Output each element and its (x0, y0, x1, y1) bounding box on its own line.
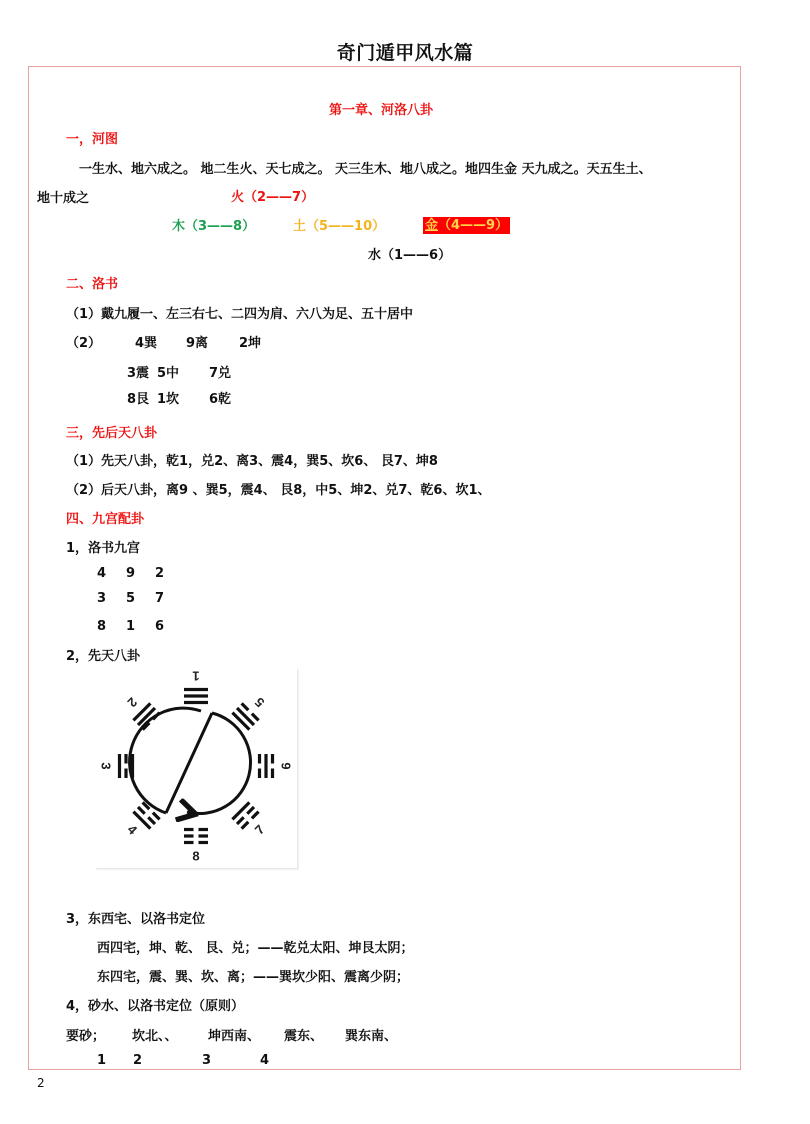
yang-line (131, 754, 134, 778)
document-title: 奇门遁甲风水篇 (336, 42, 474, 64)
element-metal-char: 金 (425, 218, 439, 233)
yin-line (271, 769, 274, 779)
sub-heading-dongxi-zhai: 3，东西宅、以洛书定位 (66, 912, 206, 927)
sub-heading-xiantian-bagua: 2，先天八卦 (66, 649, 141, 664)
xiantian-bagua-line: （1）先天八卦，乾1，兑2、离3、震4，巽5、坎6、 艮7、坤8 (66, 454, 438, 469)
trigram-bottom (184, 828, 208, 844)
yin-line (184, 834, 194, 837)
yang-line (184, 701, 208, 704)
yin-line (251, 810, 260, 819)
sub-heading-luoshu-jiugong: 1，洛书九宫 (66, 541, 141, 556)
yin-line (152, 812, 161, 821)
element-water: 水（1——6） (368, 248, 452, 263)
jiugong-cell: 6 (155, 619, 165, 634)
yin-line (236, 816, 245, 825)
luoshu-grid-cell: 6乾 (209, 392, 232, 407)
yang-line (184, 694, 208, 697)
houtian-bagua-line: （2）后天八卦，离9 、巽5，震4、 艮8，中5、坤2、兑7、乾6、坎1、 (66, 483, 491, 498)
yin-line (124, 769, 127, 779)
yin-line (184, 828, 194, 831)
section-heading-luoshu: 二、洛书 (66, 277, 119, 292)
trigram-number-label: 8 (192, 848, 200, 864)
jiugong-cell: 8 (97, 619, 107, 634)
jiugong-cell: 1 (126, 619, 136, 634)
yin-line (251, 713, 260, 722)
trigram-number-label: 6 (278, 762, 294, 770)
yang-line (264, 754, 267, 778)
luoshu-grid-cell: 1坎 (157, 392, 180, 407)
yaosha-number: 2 (133, 1053, 143, 1068)
yaosha-item: 震东、 (284, 1029, 324, 1044)
yaosha-label: 要砂； (66, 1029, 106, 1044)
luoshu-grid-cell: 7兑 (209, 366, 232, 381)
jiugong-cell: 2 (155, 566, 165, 581)
luoshu-grid-cell: 2坤 (239, 336, 262, 351)
element-wood: 木（3——8） (172, 219, 256, 234)
trigram-right (258, 754, 274, 778)
luoshu-grid-cell: 9离 (186, 336, 209, 351)
section-heading-jiugong: 四、九宫配卦 (66, 512, 145, 527)
yin-line (258, 754, 261, 764)
yin-line (246, 806, 255, 815)
yaosha-number: 3 (202, 1053, 212, 1068)
element-fire: 火（2——7） (231, 190, 315, 205)
trigram-number-label: 7 (251, 821, 268, 838)
chapter-heading: 第一章、河洛八卦 (328, 103, 433, 118)
luoshu-item1: （1）戴九履一、左三右七、二四为肩、六八为足、五十居中 (66, 307, 414, 322)
bagua-diagram-svg (95, 668, 297, 868)
yin-line (271, 754, 274, 764)
section-heading-hetu: 一，河图 (66, 132, 119, 147)
jiugong-row (97, 591, 184, 606)
element-metal (423, 214, 510, 233)
yaosha-number: 4 (260, 1053, 270, 1068)
yin-line (240, 702, 249, 711)
luoshu-grid-cell: 5中 (157, 366, 180, 381)
yin-line (258, 769, 261, 779)
jiugong-cell: 3 (97, 591, 107, 606)
yang-line (236, 707, 255, 726)
trigram-layer (99, 669, 294, 864)
yang-line (184, 688, 208, 691)
yaosha-number: 1 (97, 1053, 107, 1068)
xiantian-bagua-diagram (95, 668, 297, 868)
trigram-number-label: 4 (124, 821, 141, 838)
trigram-number-label: 1 (192, 668, 200, 684)
jiugong-row (97, 619, 184, 634)
bagua-right-arc (187, 713, 251, 814)
jiugong-cell: 9 (126, 566, 136, 581)
yang-line (118, 754, 121, 778)
yin-line (240, 821, 249, 830)
yin-line (147, 816, 156, 825)
jiugong-cell: 5 (126, 591, 136, 606)
jiugong-cell: 4 (97, 566, 107, 581)
hetu-paragraph-line1: 一生水、地六成之。 地二生火、天七成之。 天三生木、地八成之。地四生金 天九成之。天五生土、 (79, 162, 652, 177)
yaosha-item: 坎北、、 (132, 1029, 178, 1044)
luoshu-grid-cell: 4巽 (135, 336, 158, 351)
element-metal-numbers: （4——9） (438, 218, 509, 233)
yin-line (184, 841, 194, 844)
bagua-diagonal (166, 713, 212, 813)
element-earth: 土（5——10） (293, 219, 386, 234)
jiugong-row (97, 566, 184, 581)
yang-line (231, 711, 250, 730)
trigram-number-label: 5 (251, 694, 268, 711)
jiugong-cell: 7 (155, 591, 165, 606)
dongsi-zhai-line: 东四宅，震、巽、坎、离；——巽坎少阳、震离少阴； (97, 970, 410, 985)
hetu-paragraph-line2: 地十成之 (37, 191, 90, 206)
yin-line (199, 841, 209, 844)
yin-line (199, 834, 209, 837)
trigram-top (184, 688, 208, 704)
luoshu-item2-label: （2） (66, 336, 102, 351)
luoshu-grid-cell: 8艮 (127, 392, 150, 407)
yin-line (137, 806, 146, 815)
yin-line (124, 754, 127, 764)
trigram-left (118, 754, 134, 778)
trigram-number-label: 2 (124, 694, 141, 711)
trigram-number-label: 3 (98, 762, 114, 770)
yaosha-item: 巽东南、 (345, 1029, 398, 1044)
yang-line (231, 801, 250, 820)
xisi-zhai-line: 西四宅，坤、乾、 艮、兑；——乾兑太阳、坤艮太阴； (97, 941, 414, 956)
luoshu-grid-cell: 3震 (127, 366, 150, 381)
yin-line (199, 828, 209, 831)
sub-heading-shashui: 4，砂水、以洛书定位（原则） (66, 999, 245, 1014)
page-number: 2 (37, 1076, 45, 1090)
yaosha-item: 坤西南、 (208, 1029, 261, 1044)
section-heading-bagua: 三，先后天八卦 (66, 426, 158, 441)
